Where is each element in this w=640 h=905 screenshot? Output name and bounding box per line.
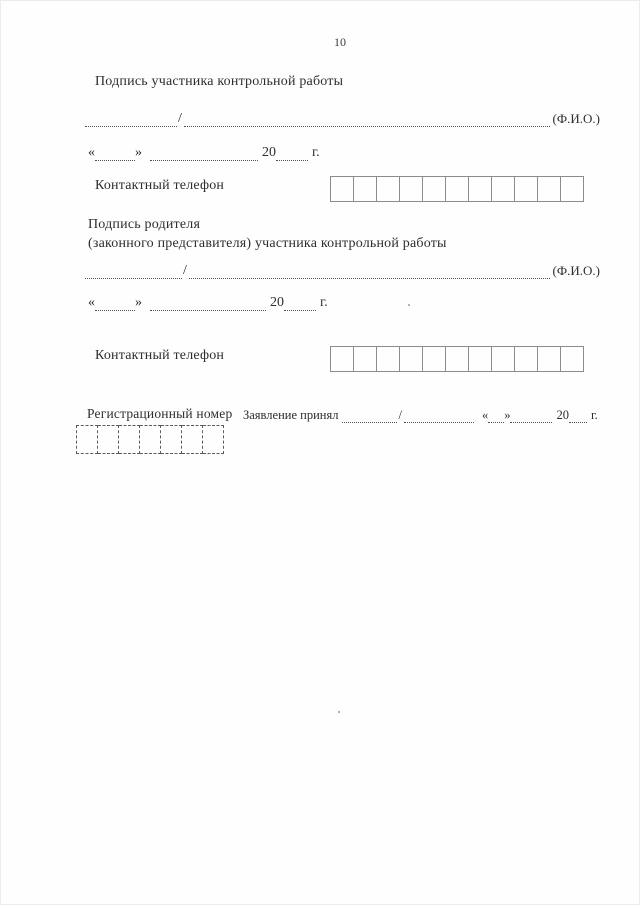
year-suffix: г. xyxy=(312,145,320,160)
digit-cell[interactable] xyxy=(561,176,584,202)
participant-phone-label: Контактный телефон xyxy=(95,178,225,193)
digit-cell[interactable] xyxy=(140,425,161,454)
year-suffix: г. xyxy=(590,408,598,422)
day-blank[interactable] xyxy=(488,405,504,423)
scan-speck xyxy=(408,304,410,306)
digit-cell[interactable] xyxy=(354,176,377,202)
month-blank[interactable] xyxy=(150,140,258,161)
application-accepted-row xyxy=(243,406,633,423)
digit-cell[interactable] xyxy=(400,346,423,372)
parent-title-line1: Подпись родителя xyxy=(88,217,201,232)
application-accepted-label: Заявление принял xyxy=(243,408,339,422)
close-quote: » xyxy=(135,145,142,160)
digit-cell[interactable] xyxy=(400,176,423,202)
parent-name-blank[interactable] xyxy=(189,256,550,279)
digit-cell[interactable] xyxy=(98,425,119,454)
participant-name-blank[interactable] xyxy=(184,104,550,127)
parent-signature-blank[interactable] xyxy=(85,256,182,279)
digit-cell[interactable] xyxy=(377,176,400,202)
open-quote: « xyxy=(88,295,95,310)
close-quote: » xyxy=(504,408,511,422)
scan-speck xyxy=(338,711,340,713)
parent-date-row xyxy=(88,291,328,311)
parent-phone-cells xyxy=(330,346,584,372)
year-blank[interactable] xyxy=(569,405,587,423)
digit-cell[interactable] xyxy=(515,176,538,202)
day-blank[interactable] xyxy=(95,290,135,311)
digit-cell[interactable] xyxy=(161,425,182,454)
participant-signature-row xyxy=(85,105,600,127)
digit-cell[interactable] xyxy=(377,346,400,372)
year-suffix: г. xyxy=(320,295,328,310)
digit-cell[interactable] xyxy=(469,346,492,372)
digit-cell[interactable] xyxy=(76,425,98,454)
participant-signature-title: Подпись участника контрольной работы xyxy=(95,74,344,89)
digit-cell[interactable] xyxy=(354,346,377,372)
digit-cell[interactable] xyxy=(561,346,584,372)
year-prefix: 20 xyxy=(262,145,276,160)
participant-signature-blank[interactable] xyxy=(85,104,177,127)
digit-cell[interactable] xyxy=(423,346,446,372)
digit-cell[interactable] xyxy=(492,176,515,202)
participant-date-row xyxy=(88,141,320,161)
month-blank[interactable] xyxy=(150,290,266,311)
slash-separator: / xyxy=(183,263,187,278)
acceptor-signature-blank[interactable] xyxy=(342,405,397,423)
registration-number-label: Регистрационный номер xyxy=(87,406,233,421)
digit-cell[interactable] xyxy=(538,346,561,372)
digit-cell[interactable] xyxy=(182,425,203,454)
parent-title-line2: (законного представителя) участника контрольной работы xyxy=(88,235,447,251)
digit-cell[interactable] xyxy=(203,425,224,454)
page-number: 10 xyxy=(334,35,346,49)
fio-label: (Ф.И.О.) xyxy=(552,263,600,278)
digit-cell[interactable] xyxy=(515,346,538,372)
year-prefix: 20 xyxy=(556,408,569,422)
year-blank[interactable] xyxy=(276,140,308,161)
parent-signature-title xyxy=(88,216,447,253)
digit-cell[interactable] xyxy=(538,176,561,202)
digit-cell[interactable] xyxy=(330,176,354,202)
digit-cell[interactable] xyxy=(446,346,469,372)
month-blank[interactable] xyxy=(510,405,552,423)
slash-separator: / xyxy=(178,111,182,126)
participant-phone-cells xyxy=(330,176,584,202)
digit-cell[interactable] xyxy=(492,346,515,372)
digit-cell[interactable] xyxy=(446,176,469,202)
registration-number-cells xyxy=(76,425,224,454)
digit-cell[interactable] xyxy=(469,176,492,202)
slash-separator: / xyxy=(398,408,402,422)
digit-cell[interactable] xyxy=(330,346,354,372)
open-quote: « xyxy=(481,408,489,422)
year-prefix: 20 xyxy=(270,295,284,310)
acceptor-name-blank[interactable] xyxy=(404,405,474,423)
year-blank[interactable] xyxy=(284,290,316,311)
digit-cell[interactable] xyxy=(423,176,446,202)
digit-cell[interactable] xyxy=(119,425,140,454)
day-blank[interactable] xyxy=(95,140,135,161)
open-quote: « xyxy=(88,145,95,160)
close-quote: » xyxy=(135,295,142,310)
fio-label: (Ф.И.О.) xyxy=(552,111,600,126)
parent-signature-row xyxy=(85,257,600,279)
parent-phone-label: Контактный телефон xyxy=(95,348,225,363)
